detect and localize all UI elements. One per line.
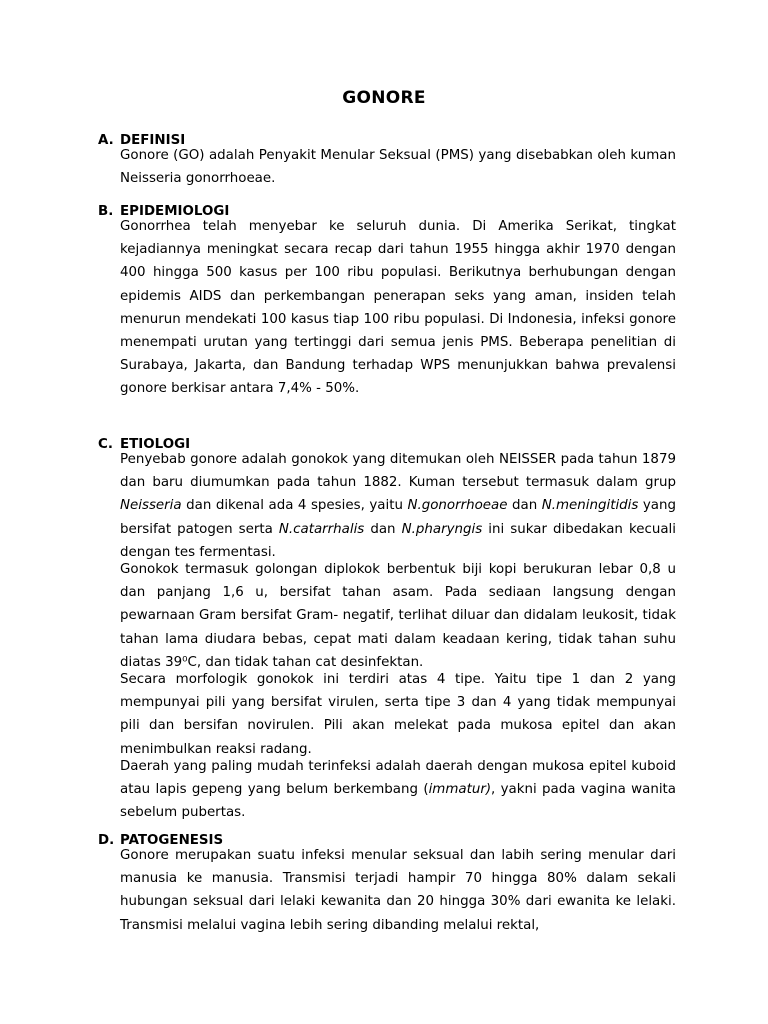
italic-term: N.gonorrhoeae: [407, 498, 508, 514]
italic-term: N.pharyngis: [401, 521, 483, 537]
paragraph: Gonore merupakan suatu infeksi menular seksual dan labih sering menular dari manusia ke manusia. Transmisi terjadi hampir 70 hingga 80% dalam sekali hubungan seksual dari lelaki kewanita dan 20 hingga 30% dari ewanita ke lelaki. Transmisi melalui vagina lebih sering dibanding melalui rektal,: [120, 848, 676, 933]
page-title: GONORE: [342, 88, 426, 108]
section-label: DEFINISI: [120, 133, 186, 148]
paragraph: [120, 448, 676, 564]
section-heading: [98, 204, 676, 221]
text-run: Penyebab gonore adalah gonokok yang ditemukan oleh NEISSER pada tahun 1879 dan baru diumumkan pada tahun 1882. Kuman tersebut termasuk dalam grup: [120, 452, 676, 491]
text-run: Daerah yang paling mudah terinfeksi adalah daerah dengan mukosa epitel kuboid atau lapis gepeng yang belum berkembang (: [120, 758, 676, 798]
section-patogenesis: [98, 833, 676, 937]
paragraph: Gonore (GO) adalah Penyakit Menular Seksual (PMS) yang disebabkan oleh kuman Neisseria gonorrhoeae.: [120, 148, 676, 187]
italic-term: N.meningitidis: [541, 498, 639, 514]
section-label: PATOGENESIS: [120, 833, 224, 848]
text-run: yang bersifat patogen serta: [120, 498, 676, 537]
italic-term: Neisseria: [120, 498, 182, 514]
paragraph: Gonokok termasuk golongan diplokok berbentuk biji kopi berukuran lebar 0,8 u dan panjang 1,6 u, bersifat tahan asam. Pada sediaan langsung dengan pewarnaan Gram bersifat Gram- negatif, terlihat diluar dan didalam leukosit, tidak tahan lama diudara bebas, cepat mati dalam keadaan kering, tidak tahan suhu diatas 39⁰C, dan tidak tahan cat desinfektan.: [120, 562, 676, 670]
section-heading: [98, 133, 676, 150]
italic-term: immatur): [428, 782, 492, 798]
section-letter: B.: [98, 204, 114, 219]
paragraph: Gonorrhea telah menyebar ke seluruh dunia. Di Amerika Serikat, tingkat kejadiannya meningkat secara recap dari tahun 1955 hingga akhir 1970 dengan 400 hingga 500 kasus per 100 ribu populasi. Berikutnya berhubungan dengan epidemis AIDS dan perkembangan penerapan seks yang aman, insiden telah menurun mendekati 100 kasus tiap 100 ribu populasi. Di Indonesia, infeksi gonore menempati urutan yang tertinggi dari semua jenis PMS. Beberapa penelitian di Surabaya, Jakarta, dan Bandung terhadap WPS menunjukkan bahwa prevalensi gonore berkisar antara 7,4% - 50%.: [120, 219, 676, 397]
section-heading: [98, 437, 676, 454]
text-run: dan dikenal ada 4 spesies, yaitu: [181, 498, 408, 514]
section-etiologi: [98, 437, 676, 824]
paragraph: Secara morfologik gonokok ini terdiri atas 4 tipe. Yaitu tipe 1 dan 2 yang mempunyai pili yang bersifat virulen, serta tipe 3 dan 4 yang tidak mempunyai pili dan bersifan novirulen. Pili akan melekat pada mukosa epitel dan akan menimbulkan reaksi radang.: [120, 672, 676, 757]
text-run: ini sukar dibedakan kecuali dengan tes fermentasi.: [120, 521, 676, 560]
section-definisi: [98, 133, 676, 190]
section-epidemiologi: [98, 204, 676, 401]
italic-term: N.catarrhalis: [278, 521, 365, 537]
paragraph: [120, 755, 676, 825]
section-heading: [98, 833, 676, 850]
section-letter: D.: [98, 833, 115, 848]
text-run: dan: [507, 498, 542, 514]
section-letter: C.: [98, 437, 113, 452]
section-label: EPIDEMIOLOGI: [120, 204, 230, 219]
text-run: dan: [364, 521, 402, 537]
section-label: ETIOLOGI: [120, 437, 191, 452]
text-run: , yakni pada vagina wanita sebelum pubertas.: [120, 782, 676, 821]
section-letter: A.: [98, 133, 114, 148]
